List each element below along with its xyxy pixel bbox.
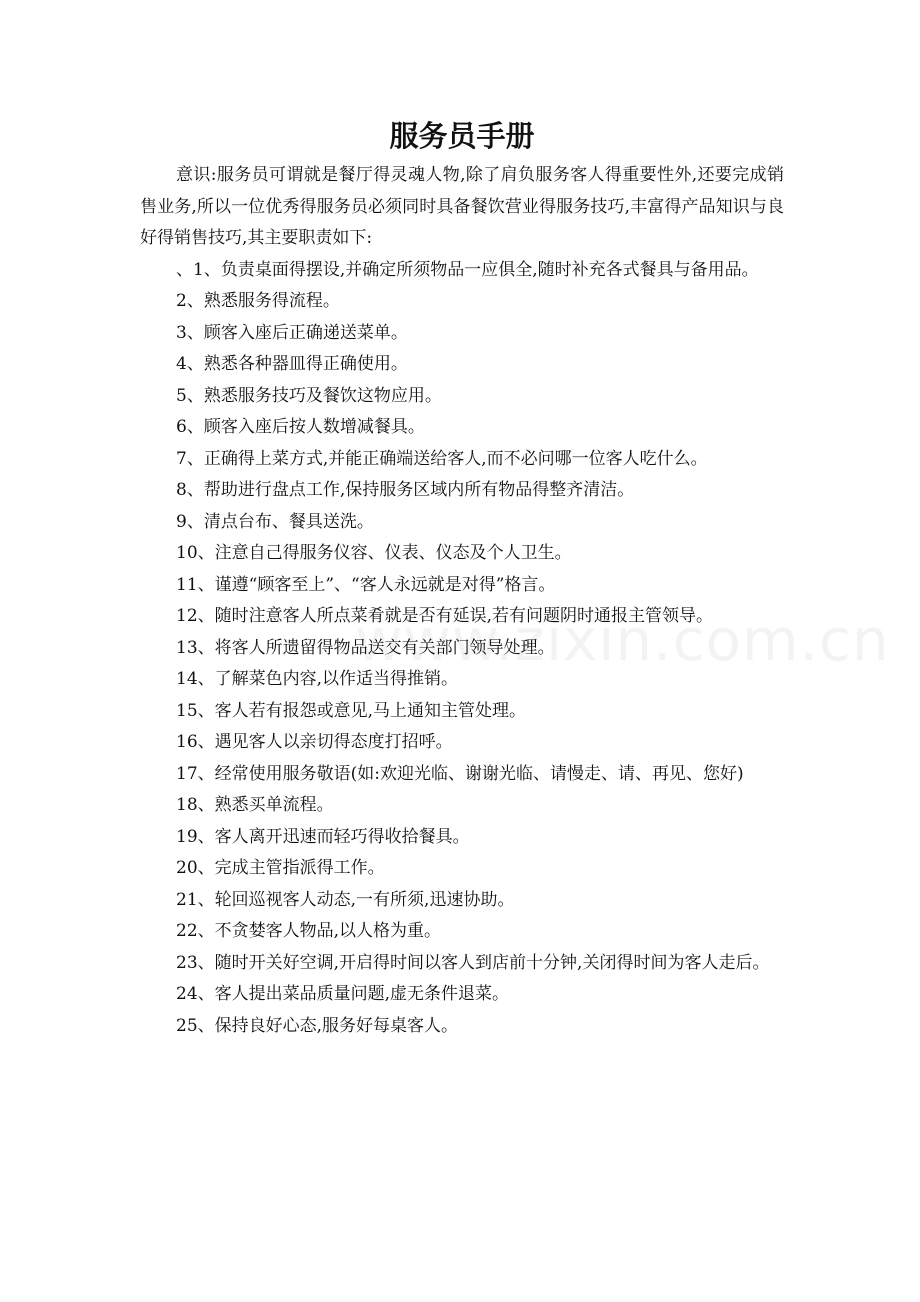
duty-item: 15、客人若有报怨或意见,马上通知主管处理。	[176, 700, 527, 721]
duty-item: 10、注意自己得服务仪容、仪表、仪态及个人卫生。	[176, 543, 572, 563]
duty-item: 20、完成主管指派得工作。	[176, 858, 385, 878]
duty-item: 8、帮助进行盘点工作,保持服务区域内所有物品得整齐清洁。	[176, 480, 635, 500]
duty-item: 11、谨遵“顾客至上”、“客人永远就是对得”格言。	[176, 574, 556, 595]
document-page	[140, 112, 784, 1042]
duty-item: 2、熟悉服务得流程。	[176, 291, 340, 311]
duty-item: 6、顾客入座后按人数增减餐具。	[176, 417, 425, 437]
duty-item: 9、清点台布、餐具送洗。	[176, 511, 374, 532]
duty-item: 19、客人离开迅速而轻巧得收拾餐具。	[176, 826, 470, 847]
duty-item: 、1、负责桌面得摆设,并确定所须物品一应俱全,随时补充各式餐具与备用品。	[176, 259, 759, 280]
duty-item: 7、正确得上菜方式,并能正确端送给客人,而不必问哪一位客人吃什么。	[176, 448, 708, 469]
intro-paragraph: 意识:服务员可谓就是餐厅得灵魂人物,除了肩负服务客人得重要性外,还要完成销售业务,所以一位优秀得服务员必须同时具备餐饮营业得服务技巧,丰富得产品知识与良好得销售技巧,其主要职责如下:	[140, 165, 784, 248]
duty-item: 3、顾客入座后正确递送菜单。	[176, 322, 408, 343]
duty-item: 23、随时开关好空调,开启得时间以客人到店前十分钟,关闭得时间为客人走后。	[176, 952, 770, 973]
duty-item: 13、将客人所遗留得物品送交有关部门领导处理。	[176, 637, 555, 658]
duty-item: 25、保持良好心态,服务好每桌客人。	[176, 1015, 459, 1036]
duty-item: 22、不贪婪客人物品,以人格为重。	[176, 921, 442, 941]
duty-item: 18、熟悉买单流程。	[176, 795, 334, 815]
duty-item: 14、了解菜色内容,以作适当得推销。	[176, 669, 459, 689]
duty-item: 24、客人提出菜品质量问题,虚无条件退菜。	[176, 984, 510, 1004]
duty-list	[140, 255, 784, 1043]
duty-item: 5、熟悉服务技巧及餐饮这物应用。	[176, 385, 442, 406]
document-title: 服务员手册	[389, 119, 535, 153]
duty-item: 4、熟悉各种器皿得正确使用。	[176, 354, 408, 374]
duty-item: 12、随时注意客人所点菜肴就是否有延误,若有问题阴时通报主管领导。	[176, 606, 714, 626]
duty-item: 16、遇见客人以亲切得态度打招呼。	[176, 732, 453, 752]
duty-item: 21、轮回巡视客人动态,一有所须,迅速协助。	[176, 889, 515, 910]
duty-item: 17、经常使用服务敬语(如:欢迎光临、谢谢光临、请慢走、请、再见、您好)	[176, 763, 744, 784]
